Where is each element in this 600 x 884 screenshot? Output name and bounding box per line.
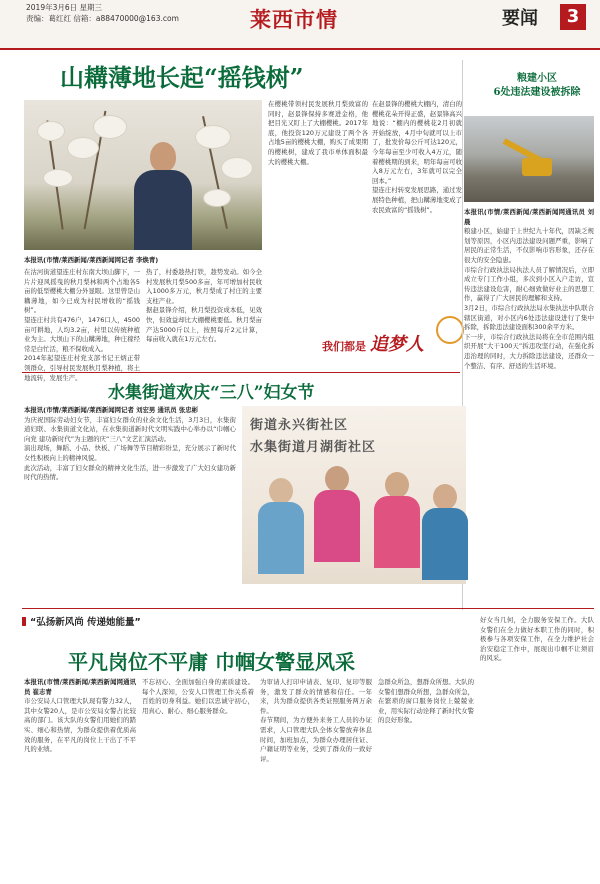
excavator-icon [494, 138, 554, 178]
story2-body [24, 406, 236, 602]
story1-col4 [372, 100, 462, 310]
story1-col2 [146, 268, 262, 372]
masthead-info [26, 2, 179, 24]
story3-col2 [142, 678, 254, 878]
editor-name: 责编：葛红红 [26, 14, 71, 23]
story1-paragraph: 据赵景锋介绍，秋月梨投资成本低，见效快，但效益却比大棚樱桃要低。秋月梨亩产达5000斤以上，按照每斤2元计算，每亩收入就在1万元左右。 [146, 306, 262, 344]
sidebar-headline-line1: 粮建小区 [517, 73, 557, 84]
contact-email: 信箱：a88470000@163.com [73, 14, 179, 23]
story3-paragraph: 春节期间，为方便外来务工人员的办证需求，人口管理大队全体女警放弃休息时间，加班加点，为群众办理居住证、户籍证明等业务，受到了群众的一致好评。 [260, 716, 372, 763]
story3-paragraph: 急群众所急，想群众所想。大队的女警们想群众所想，急群众所急，在繁琐的窗口服务岗位上兢兢业业，用实际行动诠释了新时代女警的良好形象。 [378, 678, 474, 725]
section-rule [22, 372, 460, 373]
sidebar-byline: 本报讯(市情/莱西新闻/莱西新闻网通讯员 刘晨 [464, 208, 594, 226]
dream-slogan-main: 追梦人 [369, 334, 424, 355]
photo-banner-1: 街道永兴街社区 [250, 418, 349, 433]
farmer-figure [134, 142, 192, 250]
story2-paragraph: 为庆祝国际劳动妇女节，丰富妇女群众的业余文化生活，3月3日，水集街道妇联、水集街道文化站，在水集街道新时代文明实践中心举办以“巾帼心向党 建功新时代”为主题的庆“三八”文艺汇演活动。 [24, 415, 236, 443]
story1-paragraph: 在赵景锋的樱桃大棚内，清白的樱桃花朵开得正盛，赵景锋高兴地说：“棚内的樱桃花2月初就开始绽放，4月中旬就可以上市了，批发价每公斤可达120元，今年每亩至少可收入4万元，随着樱桃期的到来，明年每亩可收入8万元左右，3年就可以完全回本。” [372, 100, 462, 185]
story1-headline: 山耩薄地长起“摇钱树” [60, 63, 304, 92]
sidebar-headline [478, 72, 596, 100]
dream-slogan [322, 330, 424, 356]
story1-paragraph: 2014年起望连庄村党支部书记王炳正带领群众，引导村民发展秋月梨种植，将土地流转，发展生产。 [24, 354, 140, 382]
story1-col1 [24, 268, 140, 382]
performer-figure [374, 472, 420, 568]
sidebar-paragraph: 市综合行政执法局执法人员了解情况后，立即成立专门工作小组，多次到小区入户走访，宣传违法建设危害，耐心细致做好业主的思想工作，赢得了广大居民的理解和支持。 [464, 265, 594, 303]
story3-paragraph: 为审请人打印申请表、复印、复印等服务，激发了群众的情感和信任。一年来，共为群众提供各类证照服务两万余件。 [260, 678, 372, 715]
story3-headline: 平凡岗位不平庸 巾帼女警显风采 [68, 650, 355, 674]
story3-col3 [260, 678, 372, 878]
dream-slogan-prefix: 我们都是 [322, 340, 366, 353]
story2-paragraph: 此次活动，丰富了妇女群众的精神文化生活，进一步激发了广大妇女建功新时代的热情。 [24, 463, 236, 482]
story3-col5 [480, 616, 594, 878]
story1-caption [24, 256, 262, 266]
story3-byline: 本报讯(市情/莱西新闻/莱西新闻网通讯员 崔志青 [24, 678, 136, 696]
story3-col4 [378, 678, 474, 878]
demolition-photo [464, 116, 594, 202]
story3-col1 [24, 678, 136, 878]
story1-paragraph: 望连庄村转变发展思路，通过发展特色种植，把山耩薄地变成了农民致富的“摇钱树”。 [372, 186, 462, 214]
performer-figure [314, 466, 360, 562]
section-rule [22, 608, 594, 609]
sidebar-headline-line2: 6处违法建设被拆除 [493, 87, 581, 98]
story1-col3 [268, 100, 368, 310]
orchard-photo [24, 100, 262, 250]
issue-date: 2019年3月6日 星期三 [26, 3, 103, 12]
story3-paragraph: 市公安局人口管理大队现有警力32人，其中女警20人，是市公安局女警占比较高的部门。该大队的女警们用她们的踏实、细心和热情，为群众提供着优质高效的服务，在平凡的岗位上干出了不平凡的业绩。 [24, 697, 136, 754]
masthead [0, 0, 600, 50]
story3-paragraph: 好女当几何，全力服务安保工作。大队女警们在全力做好本职工作的同时，积极参与各项安保工作，在全力维护社会治安稳定工作中，展现出巾帼不让须眉的风采。 [480, 616, 594, 663]
story1-paragraph: 热了，村委趁热打铁，趁势发动。如今全村发展秋月梨500多亩，年可增加村民收入1000多万元，秋月梨成了村庄的主要支柱产业。 [146, 268, 262, 305]
story2-paragraph: 演出现场，舞蹈、小品、快板、广场舞等节目精彩纷呈，充分展示了新时代女性积极向上的精神风貌。 [24, 444, 236, 462]
story2-headline: 水集街道欢庆“三八”妇女节 [108, 383, 315, 403]
sidebar-paragraph: 3月2日，市综合行政执法局水集执法中队联合辖区街道，对小区内6处违法建设进行了集中拆除，拆除违法建设面积300余平方米。 [464, 303, 594, 332]
story3-kicker: “弘扬新风尚 传递她能量” [22, 614, 141, 628]
story2-byline: 本报讯(市情/莱西新闻/莱西新闻网记者 刘宏男 通讯员 张忠彬 [24, 406, 199, 414]
newspaper-logo: 莱西市情 [250, 7, 338, 32]
story1-paragraph: 在沽河街道望连庄村东南大坝山脚下，一片片迎风摇曳的秋月梨林和两个占地各5亩的低型樱桃大棚分外显眼。这里曾是山耩薄地，如今已成为村民增收的“摇钱树”。 [24, 268, 140, 315]
story1-byline: 本报讯(市情/莱西新闻/莱西新闻网记者 李焕青) [24, 256, 159, 264]
sidebar-body [464, 208, 594, 608]
dream-chaser-graphic [314, 312, 474, 368]
photo-banner-2: 水集街道月湖街社区 [250, 440, 377, 455]
performer-figure [258, 478, 304, 574]
story3-paragraph: 不忘初心、全面加强自身的素质建设。每个人深知，公安人口管理工作关系着百姓的切身利益。她们以忠诚守初心，用真心、耐心、细心服务群众。 [142, 678, 254, 715]
sun-icon [436, 316, 464, 344]
page-number: 3 [560, 4, 586, 30]
performer-figure [422, 484, 468, 580]
editor-contact [26, 13, 179, 24]
story1-paragraph: 在樱桃带领村民发展秋月梨致富的同时，赵景锋保持多赛进金格，他把目光又盯上了大棚樱桃。2017年底，他投资120万元建设了两个各占地5亩的樱桃大棚，购买了成果期的樱桃树，建成了我市单体面积最大的樱桃大棚。 [268, 100, 368, 166]
story1-paragraph: 望连庄村共有476户，1476口人，4500亩可耕地，人均3.2亩，村里以传统种植业为主。大坝山下的山耩薄地，种庄稼经常是白忙活，粮不保收成入。 [24, 315, 140, 353]
section-title: 要闻 [502, 8, 538, 29]
sidebar-paragraph: 粮建小区，始建于上世纪九十年代，因缺乏规划等原因，小区内违法建设问题严重，影响了居民的正常生活，不仅影响市容形象，还存在很大的安全隐患。 [464, 227, 594, 264]
sidebar-paragraph: 下一步，市综合行政执法局将在全市范围内组织开展“大干100天”拆违攻坚行动，在强化拆违治理的同时，大力拆除违法建设，还群众一个整洁、有序、舒适的生活环境。 [464, 332, 594, 370]
women-day-photo [242, 406, 466, 584]
